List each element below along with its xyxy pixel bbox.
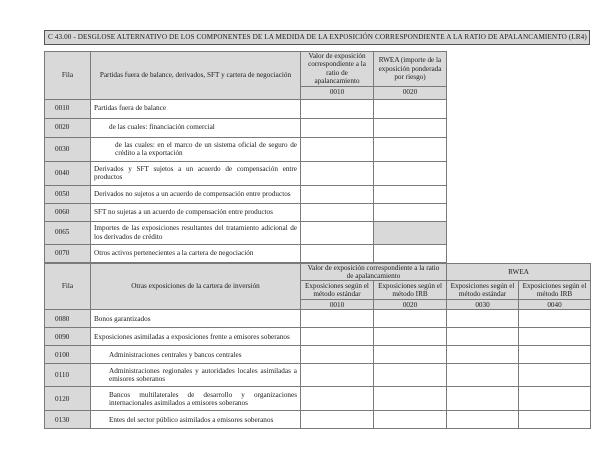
input-cell[interactable] [301, 118, 374, 137]
group-header-valor: Valor de exposición correspondiente a la ratio de apalancamiento [301, 263, 447, 281]
table-row [45, 118, 447, 137]
sub-header-std: Exposiciones según el método estándar [447, 281, 519, 300]
input-cell[interactable] [301, 387, 374, 411]
row-code: 0020 [45, 118, 91, 137]
row-label: Partidas fuera de balance [91, 99, 301, 118]
row-code: 0090 [45, 328, 91, 346]
input-cell[interactable] [301, 364, 374, 387]
input-cell[interactable] [447, 328, 519, 346]
input-cell[interactable] [519, 328, 591, 346]
col-code: 0020 [374, 300, 447, 310]
table-row [45, 244, 447, 262]
input-cell[interactable] [374, 99, 447, 118]
table-row [45, 387, 591, 411]
col-header-valor: Valor de exposición correspondiente a la ratio de apalancamiento [301, 52, 374, 87]
input-cell[interactable] [519, 364, 591, 387]
input-cell[interactable] [301, 411, 374, 429]
input-cell[interactable] [374, 203, 447, 221]
table-off-balance [44, 51, 447, 263]
input-cell[interactable] [447, 346, 519, 364]
input-cell[interactable] [374, 244, 447, 262]
input-cell[interactable] [301, 244, 374, 262]
row-code: 0010 [45, 99, 91, 118]
input-cell[interactable] [374, 411, 447, 429]
input-cell[interactable] [374, 387, 447, 411]
col-code-rwea: 0020 [374, 86, 447, 99]
input-cell[interactable] [519, 310, 591, 328]
input-cell[interactable] [374, 310, 447, 328]
table-banking-book [44, 263, 591, 430]
input-cell[interactable] [301, 137, 374, 161]
table-row [45, 346, 591, 364]
input-cell[interactable] [374, 161, 447, 185]
table-row [45, 328, 591, 346]
row-code: 0110 [45, 364, 91, 387]
table-row [45, 185, 447, 203]
row-label: Exposiciones asimiladas a exposiciones frente a emisores soberanos [91, 328, 301, 346]
row-label: Entes del sector público asimilados a emisores soberanos [91, 411, 301, 429]
sub-header-irb: Exposiciones según el método IRB [374, 281, 447, 300]
row-label: Importes de las exposiciones resultantes del tratamiento adicional de los derivados de crédito [91, 221, 301, 244]
row-code: 0065 [45, 221, 91, 244]
col-code-valor: 0010 [301, 86, 374, 99]
input-cell[interactable] [374, 137, 447, 161]
input-cell[interactable] [447, 387, 519, 411]
input-cell[interactable] [447, 364, 519, 387]
row-label: Bonos garantizados [91, 310, 301, 328]
row-label: SFT no sujetas a un acuerdo de compensación entre productos [91, 203, 301, 221]
col-header-partidas: Partidas fuera de balance, derivados, SFT y cartera de negociación [91, 52, 301, 100]
row-label: Administraciones centrales y bancos centrales [91, 346, 301, 364]
row-code: 0080 [45, 310, 91, 328]
row-code: 0040 [45, 161, 91, 185]
input-cell[interactable] [301, 328, 374, 346]
col-header-fila: Fila [45, 52, 91, 100]
report-page [44, 30, 590, 429]
input-cell[interactable] [301, 221, 374, 244]
input-cell[interactable] [301, 161, 374, 185]
row-code: 0120 [45, 387, 91, 411]
row-code: 0060 [45, 203, 91, 221]
col-header-fila: Fila [45, 263, 91, 310]
col-header-rwea: RWEA (importe de la exposición ponderada por riesgo) [374, 52, 447, 87]
template-title: C 43.00 - DESGLOSE ALTERNATIVO DE LOS COMPONENTES DE LA MEDIDA DE LA EXPOSICIÓN CORRESPONDIENTE A LA RATIO DE APALANCAMIENTO (LR4) [44, 30, 590, 45]
input-cell[interactable] [301, 346, 374, 364]
row-label: Otros activos pertenecientes a la cartera de negociación [91, 244, 301, 262]
input-cell[interactable] [301, 310, 374, 328]
row-label: Derivados no sujetos a un acuerdo de compensación entre productos [91, 185, 301, 203]
table-row [45, 161, 447, 185]
input-cell[interactable] [447, 310, 519, 328]
input-cell[interactable] [374, 364, 447, 387]
row-code: 0130 [45, 411, 91, 429]
input-cell[interactable] [519, 411, 591, 429]
row-code: 0100 [45, 346, 91, 364]
sub-header-std: Exposiciones según el método estándar [301, 281, 374, 300]
table-row [45, 203, 447, 221]
input-cell[interactable] [301, 99, 374, 118]
table-row [45, 310, 591, 328]
row-label: de las cuales: financiación comercial [91, 118, 301, 137]
row-label: Administraciones regionales y autoridades locales asimiladas a emisores soberanos [91, 364, 301, 387]
table-row [45, 411, 591, 429]
table-row [45, 99, 447, 118]
table-row [45, 221, 447, 244]
row-label: Bancos multilaterales de desarrollo y organizaciones internacionales asimilados a emisores soberanos [91, 387, 301, 411]
col-code: 0010 [301, 300, 374, 310]
row-code: 0070 [45, 244, 91, 262]
table-row [45, 137, 447, 161]
col-header-otras: Otras exposiciones de la cartera de inversión [91, 263, 301, 310]
group-header-rwea: RWEA [447, 263, 591, 281]
input-cell[interactable] [301, 203, 374, 221]
disabled-cell [374, 221, 447, 244]
row-code: 0030 [45, 137, 91, 161]
col-code: 0030 [447, 300, 519, 310]
row-label: Derivados y SFT sujetos a un acuerdo de compensación entre productos [91, 161, 301, 185]
row-label: de las cuales: en el marco de un sistema oficial de seguro de crédito a la exportación [91, 137, 301, 161]
input-cell[interactable] [374, 118, 447, 137]
input-cell[interactable] [519, 346, 591, 364]
table-row [45, 364, 591, 387]
input-cell[interactable] [447, 411, 519, 429]
input-cell[interactable] [374, 328, 447, 346]
row-code: 0050 [45, 185, 91, 203]
input-cell[interactable] [374, 346, 447, 364]
input-cell[interactable] [374, 185, 447, 203]
input-cell[interactable] [519, 387, 591, 411]
col-code: 0040 [519, 300, 591, 310]
input-cell[interactable] [301, 185, 374, 203]
sub-header-irb: Exposiciones según el método IRB [519, 281, 591, 300]
